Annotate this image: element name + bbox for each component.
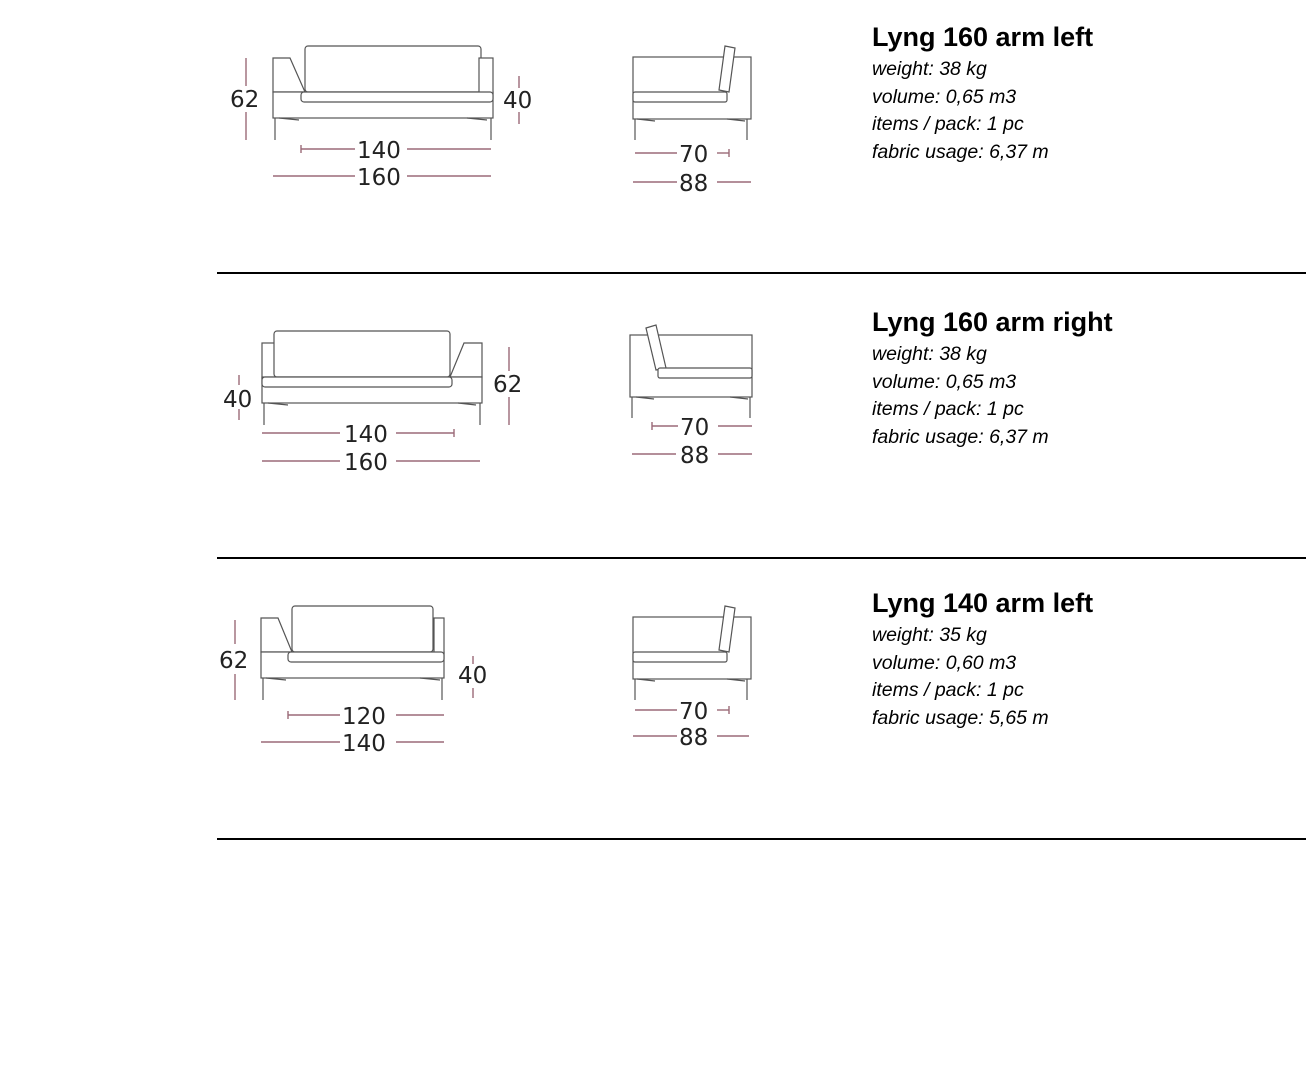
weight-spec: weight: 38 kg xyxy=(872,58,987,80)
product-info xyxy=(872,588,1093,732)
front-view-drawing xyxy=(208,600,498,755)
items-spec: items / pack: 1 pc xyxy=(872,679,1024,701)
product-title: Lyng 160 arm right xyxy=(872,307,1113,337)
height-label: 62 xyxy=(219,648,249,674)
depth-label: 88 xyxy=(679,171,709,195)
volume-spec: volume: 0,65 m3 xyxy=(872,85,1017,108)
fabric-spec: fabric usage: 5,65 m xyxy=(872,706,1049,729)
product-row-2 xyxy=(0,285,1306,570)
weight-spec: weight: 38 kg xyxy=(872,343,987,365)
inner-width-label: 120 xyxy=(342,704,386,730)
row-divider xyxy=(217,557,1306,559)
seat-height-label: 40 xyxy=(458,663,488,689)
seat-depth-label: 70 xyxy=(679,699,709,725)
outer-width-label: 140 xyxy=(342,731,386,755)
weight-spec: weight: 35 kg xyxy=(872,624,987,646)
seat-height-label: 40 xyxy=(503,88,533,114)
seat-height-label: 40 xyxy=(223,387,253,413)
seat-depth-label: 70 xyxy=(679,142,709,168)
items-spec: items / pack: 1 pc xyxy=(872,113,1024,135)
outer-width-label: 160 xyxy=(357,165,401,191)
items-spec: items / pack: 1 pc xyxy=(872,398,1024,420)
front-view-drawing xyxy=(225,40,545,195)
front-view-drawing xyxy=(218,325,538,480)
product-info xyxy=(872,307,1113,451)
height-label: 62 xyxy=(493,372,523,398)
side-view-drawing xyxy=(622,320,762,475)
product-row-1 xyxy=(0,0,1306,285)
row-divider xyxy=(217,272,1306,274)
product-title: Lyng 160 arm left xyxy=(872,22,1094,52)
product-row-3 xyxy=(0,570,1306,855)
inner-width-label: 140 xyxy=(344,422,388,448)
depth-label: 88 xyxy=(680,443,710,469)
side-view-drawing xyxy=(625,600,760,755)
seat-depth-label: 70 xyxy=(680,415,710,441)
product-info xyxy=(872,22,1093,166)
product-title: Lyng 140 arm left xyxy=(872,588,1094,618)
volume-spec: volume: 0,65 m3 xyxy=(872,370,1017,393)
inner-width-label: 140 xyxy=(357,138,401,164)
side-view-drawing xyxy=(625,40,760,195)
row-divider xyxy=(217,838,1306,840)
height-label: 62 xyxy=(230,87,260,113)
fabric-spec: fabric usage: 6,37 m xyxy=(872,425,1049,448)
fabric-spec: fabric usage: 6,37 m xyxy=(872,140,1049,163)
outer-width-label: 160 xyxy=(344,450,388,476)
volume-spec: volume: 0,60 m3 xyxy=(872,651,1017,674)
depth-label: 88 xyxy=(679,725,709,751)
